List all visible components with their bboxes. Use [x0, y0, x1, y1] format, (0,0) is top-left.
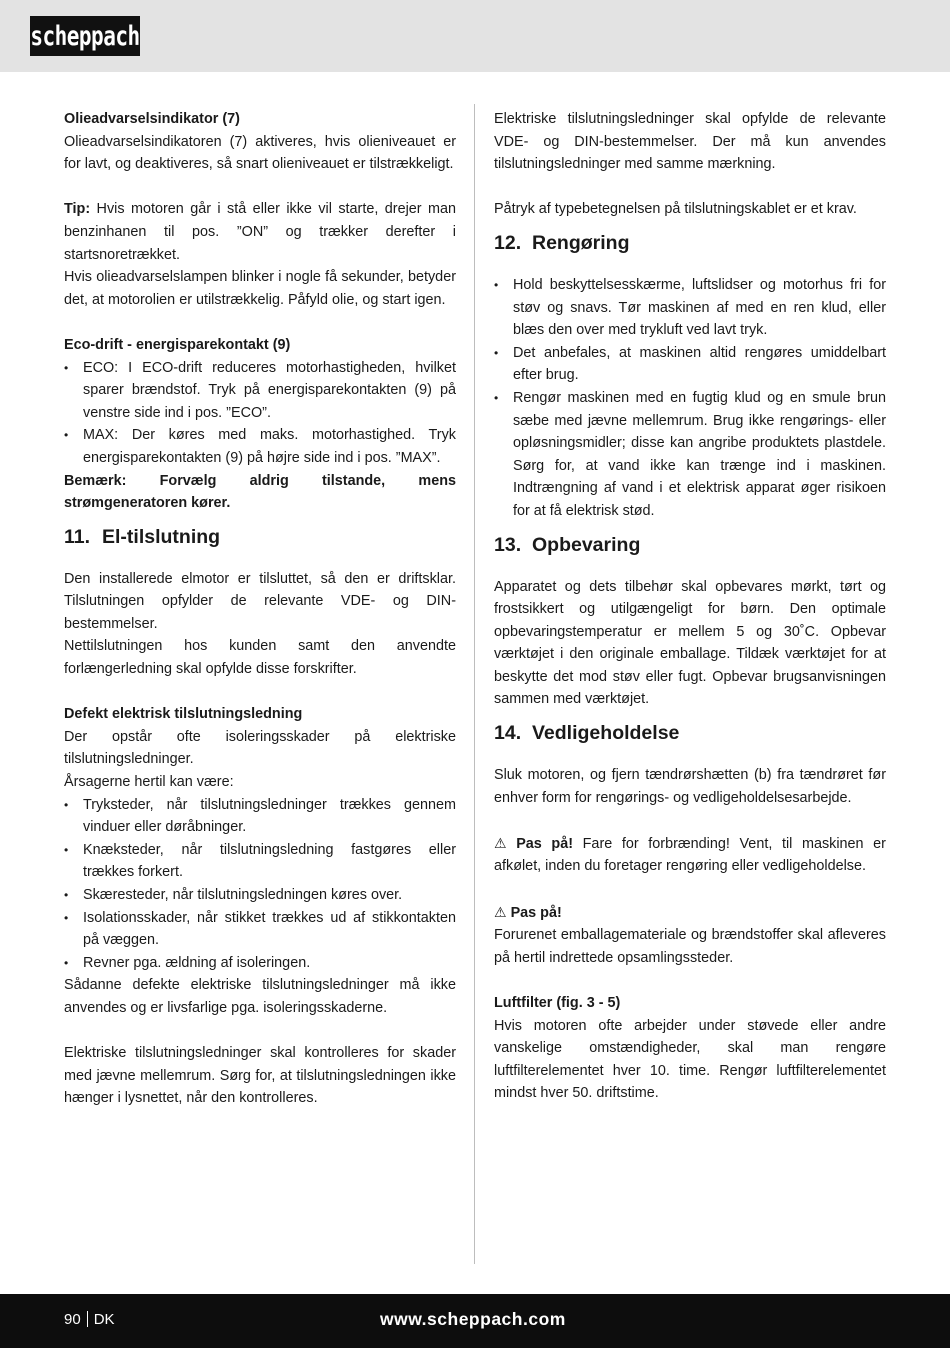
tip-label: Tip:: [64, 201, 91, 218]
section-number: 11.: [64, 525, 91, 548]
column-divider: [474, 104, 475, 1264]
oil-warning-title: Olieadvarselsindikator (7): [64, 111, 240, 127]
list-item: • Det anbefales, at maskinen altid rengøres umiddelbart efter brug.: [494, 342, 886, 387]
section-heading-14: [494, 721, 886, 745]
page-footer: [0, 1294, 950, 1348]
scheppach-logo: [30, 16, 140, 56]
page-info: [64, 1310, 115, 1330]
tip-text: Hvis motoren går i stå eller ikke vil starte, drejer man benzinhanen til pos. ”ON” og trækker derefter i startsnoretrækket.: [64, 201, 456, 263]
right-column: [494, 108, 886, 1105]
list-item: • Isolationsskader, når stikket trækkes ud af stikkontakten på væggen.: [64, 907, 456, 952]
list-item: • ECO: I ECO-drift reduceres motorhastigheden, hvilket sparer brændstof. Tryk på energisparekontakten (9) på venstre side ind i pos. ”ECO”.: [64, 357, 456, 425]
left-column: [64, 108, 456, 1110]
cleaning-list: [494, 274, 886, 523]
list-item: • Rengør maskinen med en fugtig klud og en smule brun sæbe med jævne mellemrum. Brug ikke rengørings- eller opløsningsmidler; disse kan angribe produktets plastdele. Sørg for, at vand ikke kan trænge ind i maskinen. Indtrængning af vand i et elektrisk apparat øger risikoen for at få elektrisk stød.: [494, 387, 886, 523]
eco-list: [64, 357, 456, 470]
warning-heading-2: [494, 901, 886, 925]
warning-paragraph-1: [494, 832, 886, 878]
section-heading-13: [494, 533, 886, 557]
warning-text: Fare for forbrænding! Vent, til maskinen er afkølet, inden du foretager rengøring eller vedligeholdelse.: [494, 835, 886, 875]
footer-separator: [87, 1311, 88, 1327]
section-number: 14.: [494, 722, 522, 745]
section-title: El-tilslutning: [102, 525, 221, 548]
el-paragraph-1: Den installerede elmotor er tilsluttet, så den er driftsklar. Tilslutningen opfylder de relevante VDE- og DIN-bestemmelser.: [64, 570, 456, 632]
list-item: • Knæksteder, når tilslutningsledning fastgøres eller trækkes forkert.: [64, 839, 456, 884]
page-number: 90: [64, 1311, 81, 1328]
tip-paragraph: [64, 198, 456, 266]
section-title: Rengøring: [532, 231, 630, 254]
list-item: • Revner pga. ældning af isoleringen.: [64, 952, 456, 975]
page-header: [0, 0, 950, 72]
warning-text-2: Forurenet emballagemateriale og brændstoffer skal afleveres på hertil indrettede opsamlingssteder.: [494, 927, 886, 966]
air-filter-paragraph: Hvis motoren ofte arbejder under støvede eller andre vanskelige omstændigheder, skal man rengøre luftfilterelementet hver 10. time. Rengør luftfilterelementet mindst hver 50. driftstime.: [494, 1017, 886, 1102]
warning-label: Pas på!: [510, 904, 562, 921]
oil-warning-text: Olieadvarselsindikatoren (7) aktiveres, hvis olieniveauet er for lavt, og deaktiveres, så snart olieniveauet er tilstrækkeligt.: [64, 133, 456, 173]
warning-triangle-icon: ⚠: [494, 903, 507, 920]
type-paragraph: Påtryk af typebetegnelsen på tilslutningskablet er et krav.: [494, 201, 857, 218]
list-item: • MAX: Der køres med maks. motorhastighed. Tryk energisparekontakten (9) på højre side ind i pos. ”MAX”.: [64, 424, 456, 469]
section-heading-11: [64, 525, 456, 549]
defect-paragraph-3: Sådanne defekte elektriske tilslutningsledninger må ikke anvendes og er livsfarlige pga. isoleringsskaderne.: [64, 977, 456, 1016]
section-title: Vedligeholdelse: [532, 722, 680, 745]
section-heading-12: [494, 231, 886, 255]
website-url: www.scheppach.com: [380, 1309, 566, 1329]
defect-paragraph-1: Der opstår ofte isoleringsskader på elektriske tilslutningsledninger.: [64, 728, 456, 768]
eco-note: Bemærk: Forvælg aldrig tilstande, mens strømgeneratoren kører.: [64, 472, 456, 512]
language-code: DK: [93, 1311, 115, 1328]
list-item: • Hold beskyttelsesskærme, luftslidser og motorhus fri for støv og snavs. Tør maskinen af med en ren klud, eller blæs den over med trykluft ved lavt tryk.: [494, 274, 886, 342]
air-filter-title: Luftfilter (fig. 3 - 5): [494, 995, 621, 1011]
check-paragraph: Elektriske tilslutningsledninger skal kontrolleres for skader med jævne mellemrum. Sørg for, at tilslutningsledningen ikke hænger i lysnettet, når den kontrolleres.: [64, 1045, 456, 1107]
list-item: • Tryksteder, når tilslutningsledninger trækkes gennem vinduer eller døråbninger.: [64, 794, 456, 839]
maintenance-paragraph: Sluk motoren, og fjern tændrørshætten (b) fra tændrøret før enhver form for rengørings- og vedligeholdelsesarbejde.: [494, 767, 886, 806]
defect-paragraph-2: Årsagerne hertil kan være:: [64, 774, 234, 791]
section-number: 12.: [494, 231, 522, 254]
warning-label: Pas på!: [516, 835, 574, 852]
oil-blink-text: Hvis olieadvarselslampen blinker i nogle få sekunder, betyder det, at motorolien er utilstrækkelig. Påfyld olie, og start igen.: [64, 269, 456, 308]
eco-title: Eco-drift - energisparekontakt (9): [64, 336, 291, 353]
el-paragraph-2: Nettilslutningen hos kunden samt den anvendte forlængerledning skal opfylde disse forskrifter.: [64, 638, 456, 678]
warning-triangle-icon: ⚠: [494, 834, 513, 851]
storage-paragraph: Apparatet og dets tilbehør skal opbevares mørkt, tørt og frostsikkert og utilgængeligt for børn. Den optimale opbevaringstemperatur er mellem 5 og 30˚C. Opbevar værktøjet i den originale emballage. Tildæk værktøjet for at beskytte det mod støv eller fugt. Opbevar brugsanvisningen sammen med værktøjet.: [494, 578, 886, 708]
vde-paragraph: Elektriske tilslutningsledninger skal opfylde de relevante VDE- og DIN-bestemmelser. Der må kun anvendes tilslutningsledninger med samme mærkning.: [494, 111, 886, 173]
defect-title: Defekt elektrisk tilslutningsledning: [64, 706, 303, 723]
logo-text: scheppach: [30, 21, 140, 51]
defect-list: [64, 794, 456, 975]
list-item: • Skæresteder, når tilslutningsledningen køres over.: [64, 884, 456, 907]
section-title: Opbevaring: [532, 533, 641, 556]
section-number: 13.: [494, 533, 522, 556]
